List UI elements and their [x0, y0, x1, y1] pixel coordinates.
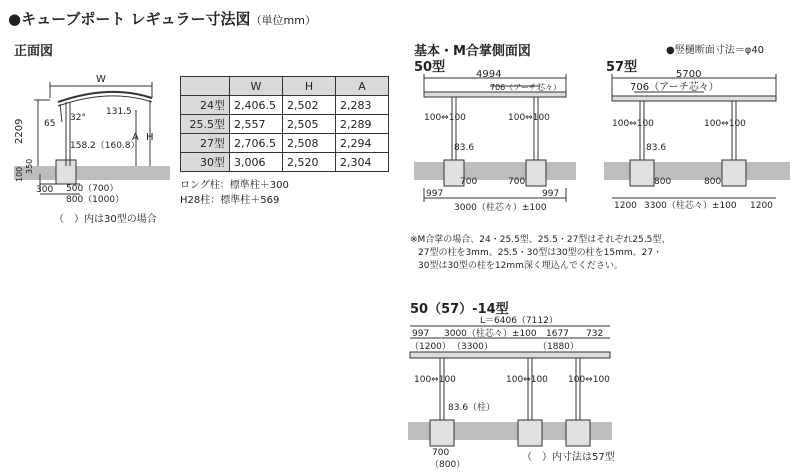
pole-diameter-note: ●竪樋断面寸法＝φ40 [666, 45, 765, 56]
side50-heading: 50型 [414, 60, 446, 75]
side5014-foundation-2 [518, 420, 542, 446]
page-title [8, 8, 316, 29]
front-dim-2209: 2209 [14, 118, 25, 144]
front-dim-65: 65 [44, 119, 56, 129]
spec-cell: 2,294 [336, 134, 389, 153]
side50-dim-gap-right: 100⇔100 [508, 113, 550, 123]
front-view-drawing [0, 70, 180, 210]
spec-cell: 2,283 [336, 96, 389, 115]
side50-dim-700-right: 700 [508, 177, 526, 187]
spec-header-cell: H [283, 77, 336, 96]
side5014-dim-gap-1: 100⇔100 [414, 375, 456, 385]
side57-dim-1200-right: 1200 [750, 201, 773, 211]
side5014-dim-gap-2: 100⇔100 [506, 375, 548, 385]
front-dim-800: 800（1000） [66, 195, 125, 205]
front-ground [14, 166, 170, 180]
spec-cell: 27型 [181, 134, 230, 153]
side57-dim-800-left: 800 [654, 177, 672, 187]
side57-dim-span: 3300（柱芯々）±100 [644, 201, 737, 211]
side5014-dim-3300: （3300） [452, 342, 493, 352]
spec-cell: 30型 [181, 153, 230, 172]
table-row [181, 96, 389, 115]
front-dim-w: W [96, 74, 106, 85]
spec-header-cell: A [336, 77, 389, 96]
front-dim-32deg: 32° [70, 113, 86, 123]
side57-dim-83-6: 83.6 [646, 143, 667, 153]
side5014-dim-732: 732 [586, 329, 604, 339]
side5014-dim-997: 997 [412, 329, 430, 339]
table-row [181, 134, 389, 153]
front-dim-300: 300 [36, 185, 54, 195]
side50-dim-997-right: 997 [542, 189, 560, 199]
spec-cell: 2,508 [283, 134, 336, 153]
side50-dim-total: 4994 [476, 70, 502, 80]
m-note-line-1: ※M合掌の場合、24・25.5型、25.5・27型はそれぞれ25.5型、 [410, 235, 671, 245]
front-dim-158: 158.2（160.8） [70, 141, 140, 151]
side50-dim-83-6: 83.6 [454, 143, 475, 153]
front-dim-350: 350 [25, 158, 34, 174]
side50-roof [424, 92, 566, 97]
front-dim-h: H [146, 132, 154, 143]
table-row [181, 153, 389, 172]
side57-dim-800-right: 800 [704, 177, 722, 187]
spec-table-header [181, 77, 389, 96]
side57-dim-arch: 706（アーチ芯々） [630, 82, 719, 93]
front-view-heading: 正面図 [14, 44, 54, 59]
m-note-line-3: 30型は30型の柱を12mm深く埋込んでください。 [418, 261, 623, 271]
side57-heading: 57型 [606, 60, 638, 75]
side5014-dim-1880: （1880） [538, 342, 579, 352]
side57-drawing [604, 70, 794, 220]
side5014-dim-span: 3000（柱芯々）±100 [444, 329, 537, 339]
side5014-dim-1200: （1200） [410, 342, 451, 352]
side5014-dim-1677: 1677 [546, 329, 569, 339]
spec-header-cell: W [230, 77, 283, 96]
side57-foundation-left [630, 160, 654, 186]
front-dim-500: 500（700） [66, 184, 119, 194]
table-row [181, 115, 389, 134]
page-title-text: ●キューブポート レギュラー寸法図 [8, 10, 251, 28]
side5014-dim-gap-3: 100⇔100 [568, 375, 610, 385]
front-roof [58, 92, 152, 102]
m-note-line-2: 27型の柱を3mm、25.5・30型は30型の柱を15mm、27・ [418, 248, 663, 258]
side5014-foundation-3 [566, 420, 590, 446]
spec-cell: 2,706.5 [230, 134, 283, 153]
side57-dim-1200-left: 1200 [614, 201, 637, 211]
spec-table [180, 76, 389, 172]
side5014-note: （ ）内寸法は57型 [522, 452, 615, 463]
side50-dim-span: 3000（柱芯々）±100 [454, 203, 547, 213]
side50-dim-700-left: 700 [460, 177, 478, 187]
front-dim-131-5: 131.5 [106, 107, 132, 117]
side5014-dim-length: L＝6406（7112） [480, 316, 558, 326]
side57-dim-gap-right: 100⇔100 [704, 119, 746, 129]
spec-cell: 2,505 [283, 115, 336, 134]
spec-cell: 25.5型 [181, 115, 230, 134]
side50-foundation-right [526, 160, 546, 186]
side5014-foundation-1 [430, 420, 454, 446]
front-dim-a: A [132, 132, 139, 143]
side57-dim-gap-left: 100⇔100 [612, 119, 654, 129]
spec-cell: 2,406.5 [230, 96, 283, 115]
side57-dim-total: 5700 [676, 70, 702, 80]
side5014-dim-83-6: 83.6（柱） [448, 403, 496, 413]
side5014-roof [410, 352, 610, 358]
side57-foundation-right [722, 160, 746, 186]
spec-cell: 24型 [181, 96, 230, 115]
front-note: （ ）内は30型の場合 [54, 214, 157, 225]
spec-cell: 3,006 [230, 153, 283, 172]
spec-cell: 2,304 [336, 153, 389, 172]
side5014-dim-800: （800） [430, 460, 466, 470]
spec-note-long: ロング柱：標準柱＋300 [180, 180, 289, 191]
spec-cell: 2,289 [336, 115, 389, 134]
side-view-heading: 基本・M合掌側面図 [414, 44, 531, 59]
side50-dim-gap-left: 100⇔100 [424, 113, 466, 123]
spec-note-h28: H28柱：標準柱＋569 [180, 195, 280, 206]
spec-header-cell [181, 77, 230, 96]
side50-drawing [410, 70, 580, 220]
spec-cell: 2,520 [283, 153, 336, 172]
side50-ground [414, 162, 576, 180]
side50-dim-arch: 706（アーチ芯々） [490, 83, 562, 92]
front-dim-100: 100 [15, 166, 24, 182]
side50-dim-997-left: 997 [426, 189, 444, 199]
spec-cell: 2,502 [283, 96, 336, 115]
side5014-dim-700: 700 [432, 448, 450, 458]
spec-cell: 2,557 [230, 115, 283, 134]
side57-roof [612, 96, 776, 101]
page-title-unit: （単位mm） [250, 14, 316, 27]
side5014-heading: 50（57）-14型 [410, 302, 509, 317]
